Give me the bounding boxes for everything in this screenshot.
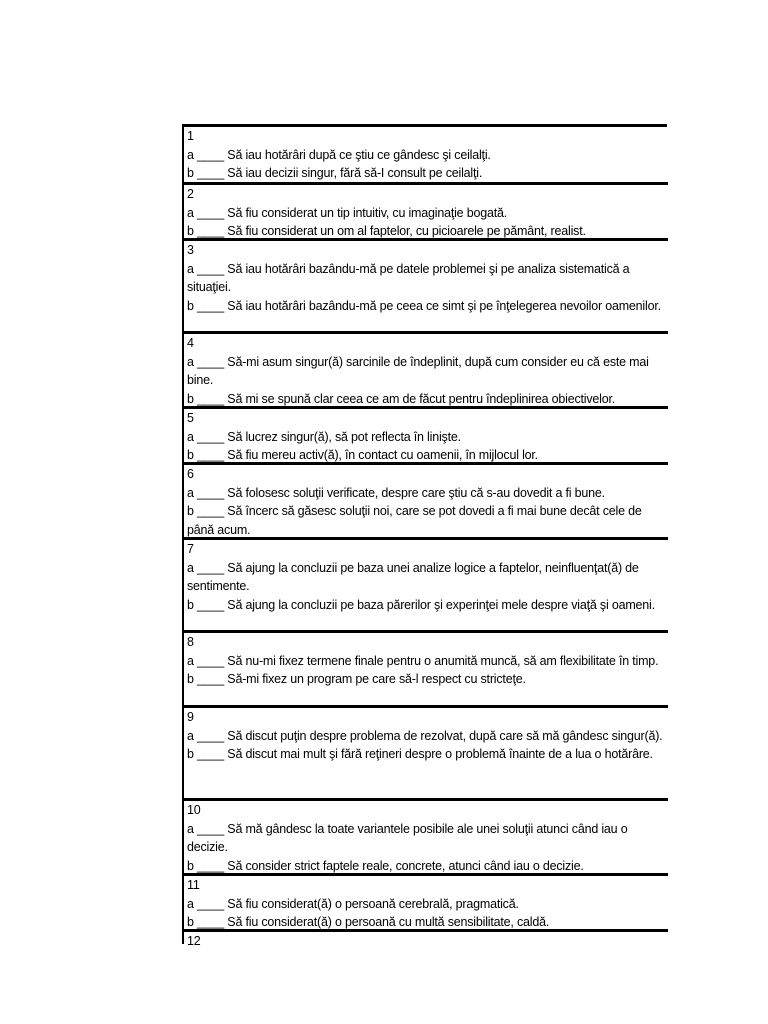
option-b: b ____ Să-mi fixez un program pe care să-l respect cu stricteţe. xyxy=(187,672,526,687)
option-b: b ____ Să discut mai mult şi fără reţineri despre o problemă înainte de a lua o hotărâre. xyxy=(187,747,653,762)
question-2 xyxy=(184,185,668,241)
question-9 xyxy=(184,708,668,801)
option-a: a ____ Să iau hotărâri după ce ştiu ce gândesc şi ceilalţi. xyxy=(187,147,491,162)
question-number: 4 xyxy=(187,336,194,350)
question-number: 9 xyxy=(187,710,194,724)
question-number: 2 xyxy=(187,187,194,201)
option-b: b ____ Să fiu mereu activ(ă), în contact cu oamenii, în mijlocul lor. xyxy=(187,448,538,463)
option-a: a ____ Să discut puţin despre problema de rezolvat, după care să mă gândesc singur(ă). xyxy=(187,728,663,743)
question-number: 1 xyxy=(187,129,194,143)
question-number: 8 xyxy=(187,635,194,649)
question-10 xyxy=(184,801,668,876)
option-a: a ____ Să nu-mi fixez termene finale pentru o anumită muncă, să am flexibilitate în timp. xyxy=(187,653,659,668)
question-6 xyxy=(184,465,668,540)
option-a: a ____ Să mă gândesc la toate variantele posibile ale unei soluţii atunci când iau o decizie. xyxy=(187,821,628,855)
question-number: 12 xyxy=(187,934,201,948)
question-number: 7 xyxy=(187,542,194,556)
question-number: 6 xyxy=(187,467,194,481)
option-b: b ____ Să ajung la concluzii pe baza părerilor şi experinţei mele despre viaţă şi oameni. xyxy=(187,597,655,612)
option-b: b ____ Să iau hotărâri bazându-mă pe ceea ce simt şi pe înţelegerea nevoilor oamenilor. xyxy=(187,298,661,313)
question-5 xyxy=(184,409,668,465)
option-a: a ____ Să fiu considerat(ă) o persoană cerebrală, pragmatică. xyxy=(187,896,519,911)
option-b: b ____ Să iau decizii singur, fără să-I consult pe ceilalţi. xyxy=(187,166,483,181)
question-4 xyxy=(184,334,668,409)
questionnaire-table xyxy=(182,124,667,948)
option-a: a ____ Să-mi asum singur(ă) sarcinile de îndeplinit, după cum consider eu că este mai bine. xyxy=(187,354,649,388)
question-number: 11 xyxy=(187,878,200,892)
option-b: b ____ Să consider strict faptele reale, concrete, atunci când iau o decizie. xyxy=(187,858,584,873)
option-b: b ____ Să mi se spună clar ceea ce am de făcut pentru îndeplinirea obiectivelor. xyxy=(187,391,616,406)
option-b: b ____ Să încerc să găsesc soluţii noi, care se pot dovedi a fi mai bune decât cele de până acum. xyxy=(187,504,642,537)
option-a: a ____ Să ajung la concluzii pe baza unei analize logice a faptelor, neinfluenţat(ă) de sentimente. xyxy=(187,560,639,594)
option-a: a ____ Să iau hotărâri bazându-mă pe datele problemei şi pe analiza sistematică a situaţiei. xyxy=(187,261,630,295)
option-b: b ____ Să fiu considerat un om al faptelor, cu picioarele pe pământ, realist. xyxy=(187,224,586,239)
option-a: a ____ Să lucrez singur(ă), să pot reflecta în linişte. xyxy=(187,429,461,444)
option-a: a ____ Să folosesc soluţii verificate, despre care ştiu că s-au dovedit a fi bune. xyxy=(187,485,605,500)
question-1 xyxy=(184,127,668,185)
question-7 xyxy=(184,540,668,633)
question-number: 5 xyxy=(187,411,194,425)
question-number: 3 xyxy=(187,243,194,257)
question-8 xyxy=(184,633,668,708)
question-3 xyxy=(184,241,668,334)
question-12 xyxy=(184,932,668,947)
option-b: b ____ Să fiu considerat(ă) o persoană cu multă sensibilitate, caldă. xyxy=(187,915,550,930)
option-a: a ____ Să fiu considerat un tip intuitiv, cu imaginaţie bogată. xyxy=(187,205,508,220)
question-number: 10 xyxy=(187,803,201,817)
question-11 xyxy=(184,876,668,932)
